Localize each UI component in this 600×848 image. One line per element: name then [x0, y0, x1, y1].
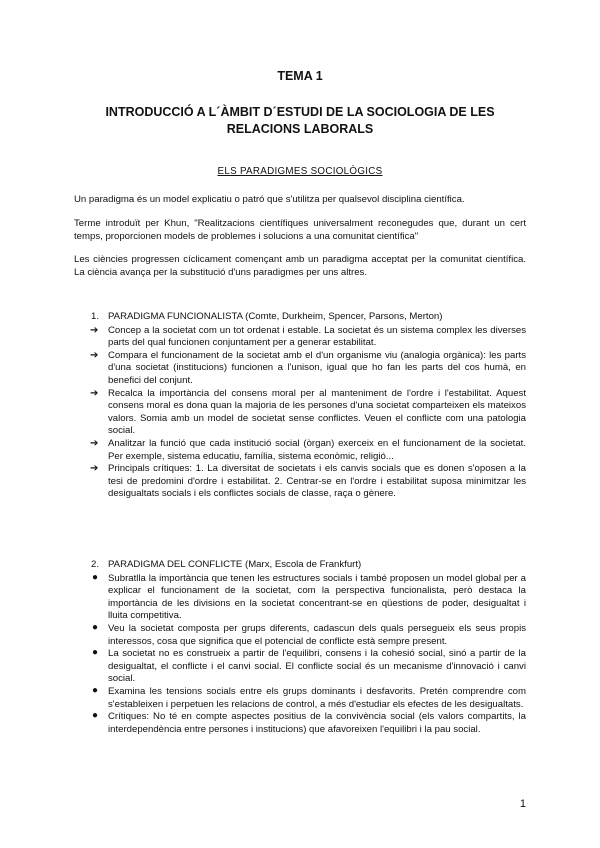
list-item	[74, 623, 526, 648]
list-item	[74, 438, 526, 463]
arrow-bullet-icon: ➔	[90, 349, 99, 361]
list-item-text: Examina les tensions socials entre els grups dominants i desfavorits. Pretén comprendre com s'estableixen i perpetuen les relacions de control, a més d'estudiar els efectes de les desigualtats.	[108, 685, 526, 710]
list-item-text: Analitzar la funció que cada institució social (òrgan) exerceix en el funcionament de la societat. Per exemple, sistema educatiu, família, sistema econòmic, religió...	[108, 437, 526, 462]
list-item	[74, 325, 526, 350]
paradigm-title	[74, 311, 526, 324]
paradigm-functionalist	[74, 311, 526, 501]
page-number: 1	[519, 798, 526, 810]
section-heading: ELS PARADIGMES SOCIOLÒGICS	[217, 166, 383, 177]
arrow-bullet-icon: ➔	[90, 463, 99, 475]
list-item	[74, 388, 526, 438]
list-item-text: Principals crítiques: 1. La diversitat de societats i els canvis socials que es donen s'oposen a la tesi de predomini d'ordre i estabilitat. 2. Centrar-se en l'ordre i estabilitat suposa minimitzar les desigualtats socials i els conflictes socials de classe, raça o gènere.	[108, 463, 526, 500]
arrow-bullet-icon: ➔	[90, 324, 99, 336]
list-item-text: Subratlla la importància que tenen les estructures socials i també proposen un model global per a explicar el funcionament de la societat, com la perspectiva funcionalista, però destaca la importància de les divisions en la societat concentrant-se en qüestions de poder, desigualtat i lluita competitiva.	[108, 572, 526, 622]
list-item	[74, 711, 526, 736]
intro-paragraph: Terme introduït per Khun, "Realitzacions científiques universalment reconegudes que, durant un cert temps, proporcionen models de problemes i solucions a una comunitat científica"	[74, 218, 526, 242]
document-title: INTRODUCCIÓ A L´ÀMBIT D´ESTUDI DE LA SOCIOLOGIA DE LES RELACIONS LABORALS	[105, 105, 495, 136]
list-item-text: Concep a la societat com un tot ordenat i estable. La societat és un sistema complex les diverses parts del qual funcionen conjuntament per a generar estabilitat.	[108, 324, 526, 349]
list-item-text: La societat no es construeix a partir de l'equilibri, consens i la cohesió social, sinó a partir de la desigualtat, el conflicte i el canvi social. El conflicte social és un mecanisme d'innovació i canvi social.	[108, 648, 526, 685]
list-item	[74, 350, 526, 388]
paradigm-title	[74, 559, 526, 572]
intro-paragraph: Les ciències progressen cíclicament començant amb un paradigma acceptat per la comunitat científica. La ciència avança per la substitució d'uns paradigmes per uns altres.	[74, 254, 526, 278]
list-item-text: Recalca la importància del consens moral per al manteniment de l'ordre i l'estabilitat. Aquest consens moral es dona quan la majoria de les persones d'una societat comparteixen els mateixos valors. Somia amb un model de societat sense conflictes. Veuen el conflicte com una patologia social.	[108, 387, 526, 437]
paradigm-conflict	[74, 559, 526, 736]
list-item	[74, 463, 526, 501]
dot-bullet-icon: ●	[92, 647, 99, 659]
dot-bullet-icon: ●	[92, 571, 99, 583]
arrow-bullet-icon: ➔	[90, 437, 99, 449]
intro-paragraph: Un paradigma és un model explicatiu o patró que s'utilitza per qualsevol disciplina científica.	[74, 194, 465, 205]
paradigm-title-text: PARADIGMA FUNCIONALISTA (Comte, Durkheim, Spencer, Parsons, Merton)	[108, 311, 443, 322]
list-item-text: Veu la societat composta per grups diferents, cadascun dels quals persegueix els seus propis interessos, cosa que significa que el potencial de conflicte està sempre present.	[108, 622, 526, 647]
paradigm-number: 1.	[91, 311, 100, 322]
arrow-bullet-icon: ➔	[90, 387, 99, 399]
list-item	[74, 573, 526, 623]
dot-bullet-icon: ●	[92, 710, 99, 722]
list-item-text: Crítiques: No té en compte aspectes positius de la convivència social (els valors compartits, la interdependència entre persones i institucions) que afavoreixen l'equilibri i la pau social.	[108, 711, 526, 735]
list-item	[74, 648, 526, 686]
paradigm-number: 2.	[91, 559, 100, 570]
dot-bullet-icon: ●	[92, 621, 99, 633]
topic-heading: TEMA 1	[277, 69, 323, 83]
dot-bullet-icon: ●	[92, 684, 99, 696]
list-item	[74, 686, 526, 711]
list-item-text: Compara el funcionament de la societat amb el d'un organisme viu (analogia orgànica): les parts d'una societat (institucions) funcionen a l'unison, igual que ho fan les parts del cos humà, en benefici del conjunt.	[108, 349, 526, 386]
paradigm-title-text: PARADIGMA DEL CONFLICTE (Marx, Escola de Frankfurt)	[108, 559, 362, 570]
